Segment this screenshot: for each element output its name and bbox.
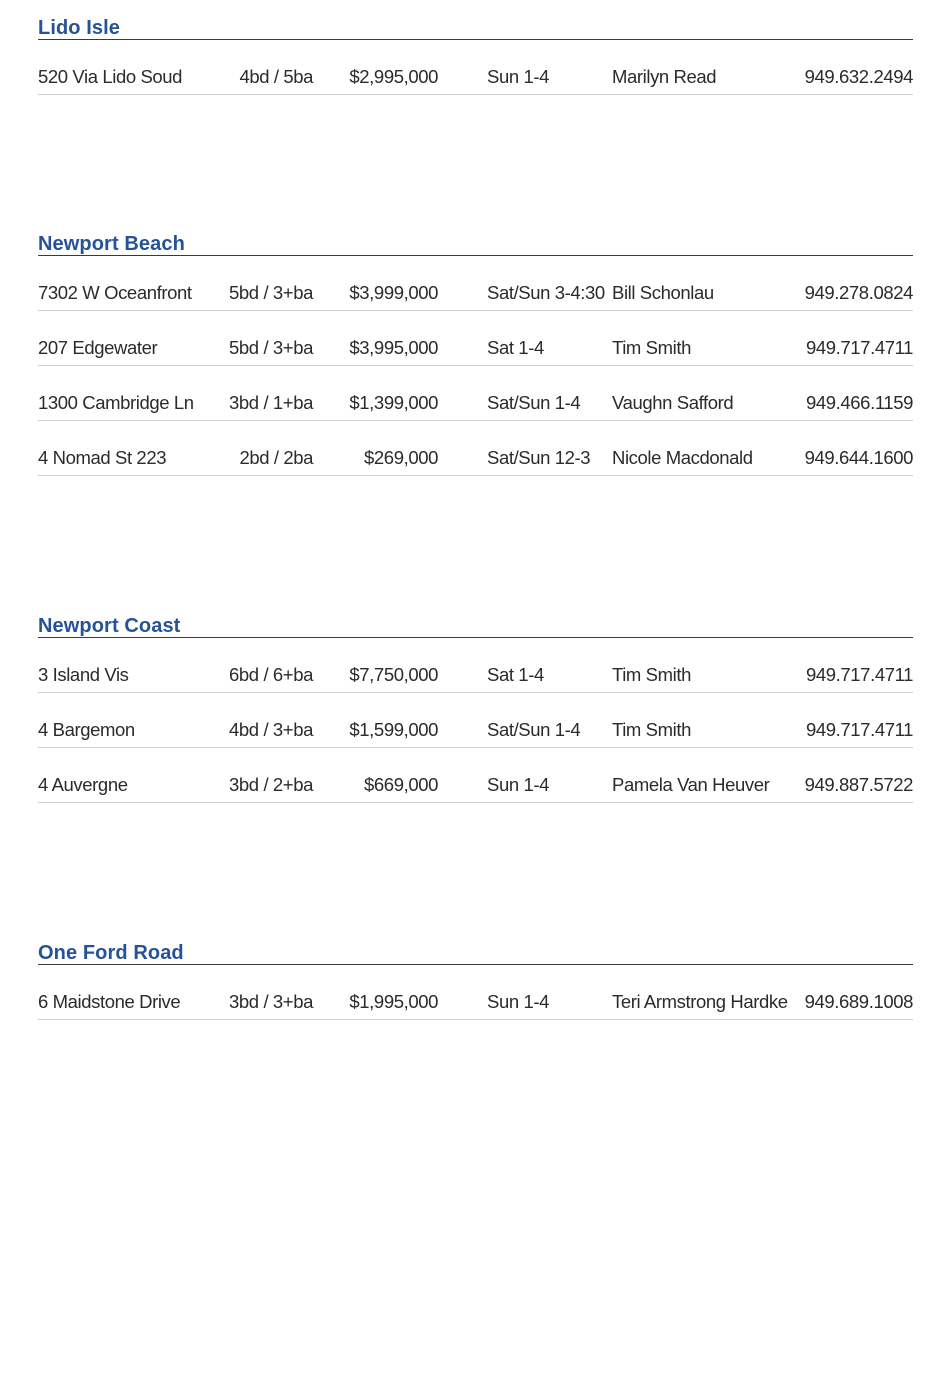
listing-row (38, 693, 913, 748)
listing-address: 7302 W Oceanfront (38, 282, 192, 303)
listing-phone: 949.466.1159 (806, 392, 913, 413)
listing-beds-baths: 5bd / 3+ba (229, 282, 313, 303)
listing-address: 520 Via Lido Soud (38, 66, 183, 87)
section-title (38, 927, 913, 965)
listing-beds-baths: 6bd / 6+ba (229, 664, 313, 685)
listing-phone: 949.717.4711 (806, 664, 913, 685)
listing-price: $2,995,000 (349, 66, 438, 87)
section-one-ford-road (38, 927, 913, 1020)
section-lido-isle (38, 2, 913, 95)
listing-open-house-time: Sun 1-4 (487, 774, 549, 795)
listing-open-house-time: Sat/Sun 1-4 (487, 392, 581, 413)
listing-agent: Tim Smith (612, 664, 691, 685)
listing-open-house-time: Sun 1-4 (487, 66, 549, 87)
section-title-text: One Ford Road (38, 942, 184, 964)
section-newport-coast (38, 600, 913, 803)
section-title (38, 2, 913, 40)
listing-address: 4 Auvergne (38, 774, 128, 795)
listing-row (38, 748, 913, 803)
listing-phone: 949.644.1600 (804, 447, 913, 468)
listing-address: 207 Edgewater (38, 337, 158, 358)
section-title (38, 218, 913, 256)
listing-price: $1,599,000 (349, 719, 438, 740)
listing-row (38, 638, 913, 693)
listing-phone: 949.887.5722 (804, 774, 913, 795)
listing-open-house-time: Sat 1-4 (487, 664, 544, 685)
listing-price: $1,399,000 (349, 392, 438, 413)
listing-address: 1300 Cambridge Ln (38, 392, 194, 413)
listing-phone: 949.278.0824 (804, 282, 913, 303)
listing-beds-baths: 4bd / 5ba (239, 66, 313, 87)
listing-price: $7,750,000 (349, 664, 438, 685)
listing-beds-baths: 3bd / 2+ba (229, 774, 313, 795)
listing-open-house-time: Sun 1-4 (487, 991, 549, 1012)
listing-agent: Tim Smith (612, 337, 691, 358)
listing-agent: Marilyn Read (612, 66, 717, 87)
listing-open-house-time: Sat/Sun 3-4:30 (487, 282, 605, 303)
listing-agent: Bill Schonlau (612, 282, 714, 303)
listing-address: 3 Island Vis (38, 664, 129, 685)
listing-agent: Tim Smith (612, 719, 691, 740)
section-title-text: Newport Beach (38, 233, 185, 255)
listing-beds-baths: 3bd / 1+ba (229, 392, 313, 413)
listing-phone: 949.689.1008 (804, 991, 913, 1012)
listing-beds-baths: 4bd / 3+ba (229, 719, 313, 740)
section-title-text: Lido Isle (38, 17, 121, 39)
listing-phone: 949.632.2494 (804, 66, 913, 87)
listing-open-house-time: Sat 1-4 (487, 337, 544, 358)
listing-address: 4 Nomad St 223 (38, 447, 167, 468)
listing-open-house-time: Sat/Sun 12-3 (487, 447, 591, 468)
listing-agent: Vaughn Safford (612, 392, 734, 413)
listing-agent: Pamela Van Heuver (612, 774, 770, 795)
listing-price: $269,000 (364, 447, 438, 468)
listing-row (38, 421, 913, 476)
listing-address: 4 Bargemon (38, 719, 135, 740)
listing-price: $1,995,000 (349, 991, 438, 1012)
listing-phone: 949.717.4711 (806, 719, 913, 740)
listing-row (38, 311, 913, 366)
section-title (38, 600, 913, 638)
listing-address: 6 Maidstone Drive (38, 991, 181, 1012)
listing-price: $3,999,000 (349, 282, 438, 303)
listing-open-house-time: Sat/Sun 1-4 (487, 719, 581, 740)
listing-beds-baths: 3bd / 3+ba (229, 991, 313, 1012)
listing-row (38, 366, 913, 421)
listing-price: $669,000 (364, 774, 438, 795)
listing-agent: Teri Armstrong Hardke (612, 991, 788, 1012)
listing-row (38, 40, 913, 95)
listing-agent: Nicole Macdonald (612, 447, 753, 468)
listing-row (38, 965, 913, 1020)
listing-phone: 949.717.4711 (806, 337, 913, 358)
listing-beds-baths: 2bd / 2ba (239, 447, 313, 468)
section-title-text: Newport Coast (38, 615, 181, 637)
listing-price: $3,995,000 (349, 337, 438, 358)
listing-row (38, 256, 913, 311)
section-newport-beach (38, 218, 913, 476)
listing-beds-baths: 5bd / 3+ba (229, 337, 313, 358)
